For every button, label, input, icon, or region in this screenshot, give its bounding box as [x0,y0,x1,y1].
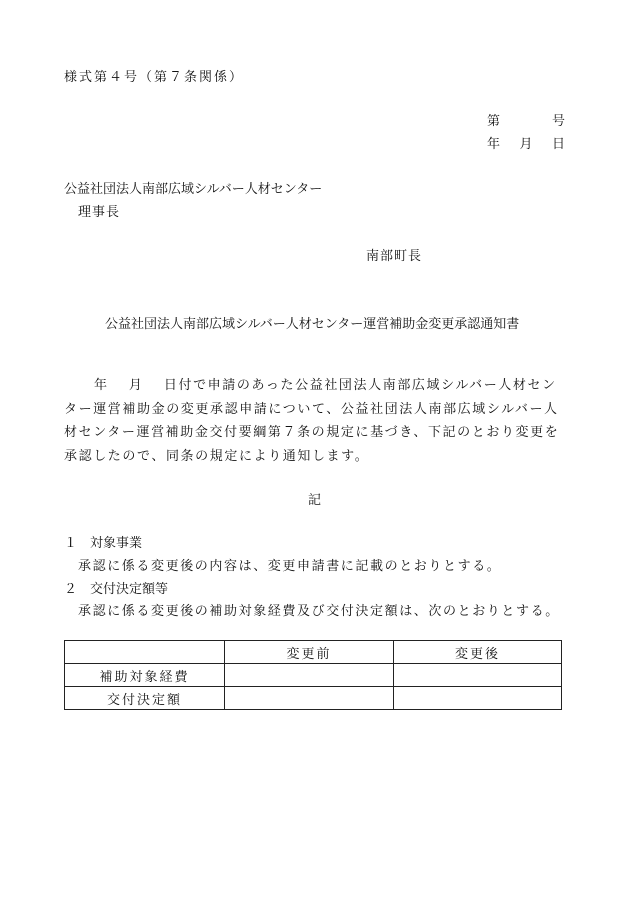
table-header-cell: 変更後 [394,641,562,664]
item-text: 承認に係る変更後の補助対象経費及び交付決定額は、次のとおりとする。 [78,604,560,619]
table-cell [394,687,562,710]
table-cell [225,687,394,710]
item-text: 承認に係る変更後の内容は、変更申請書に記載のとおりとする。 [78,559,502,574]
table-row-label: 補助対象経費 [65,664,225,687]
form-number: 様式第４号（第７条関係） [64,70,245,85]
addressee-title: 理事長 [78,205,121,220]
document-number [487,110,565,129]
document-number-label: 第 [487,114,501,129]
table-header-row [65,641,562,664]
item-heading: １ 対象事業 [64,536,143,551]
table-row-label: 交付決定額 [65,687,225,710]
item-heading: ２ 交付決定額等 [64,582,169,597]
body-paragraph: 年 月 日付で申請のあった公益社団法人南部広域シルバー人材センター運営補助金の変更承認申請について、公益社団法人南部広域シルバー人材センター運営補助金交付要綱第７条の規定に基づき、下記のとおり変更を承認したので、同条の規定により通知します。 [64,378,560,464]
date-day: 日 [551,137,565,152]
ki-marker: 記 [308,493,322,508]
document-title: 公益社団法人南部広域シルバー人材センター運営補助金変更承認通知書 [105,317,520,332]
document-date [487,133,565,152]
table-header-cell [65,641,225,664]
table-row [65,687,562,710]
document-number-suffix: 号 [551,114,565,129]
date-month: 月 [519,137,533,152]
table-row [65,664,562,687]
table-cell [394,664,562,687]
date-year: 年 [487,137,501,152]
addressee-organization: 公益社団法人南部広域シルバー人材センター [64,182,323,197]
table-cell [225,664,394,687]
amount-table [64,640,562,710]
table-header-cell: 変更前 [225,641,394,664]
sender: 南部町長 [366,249,423,264]
